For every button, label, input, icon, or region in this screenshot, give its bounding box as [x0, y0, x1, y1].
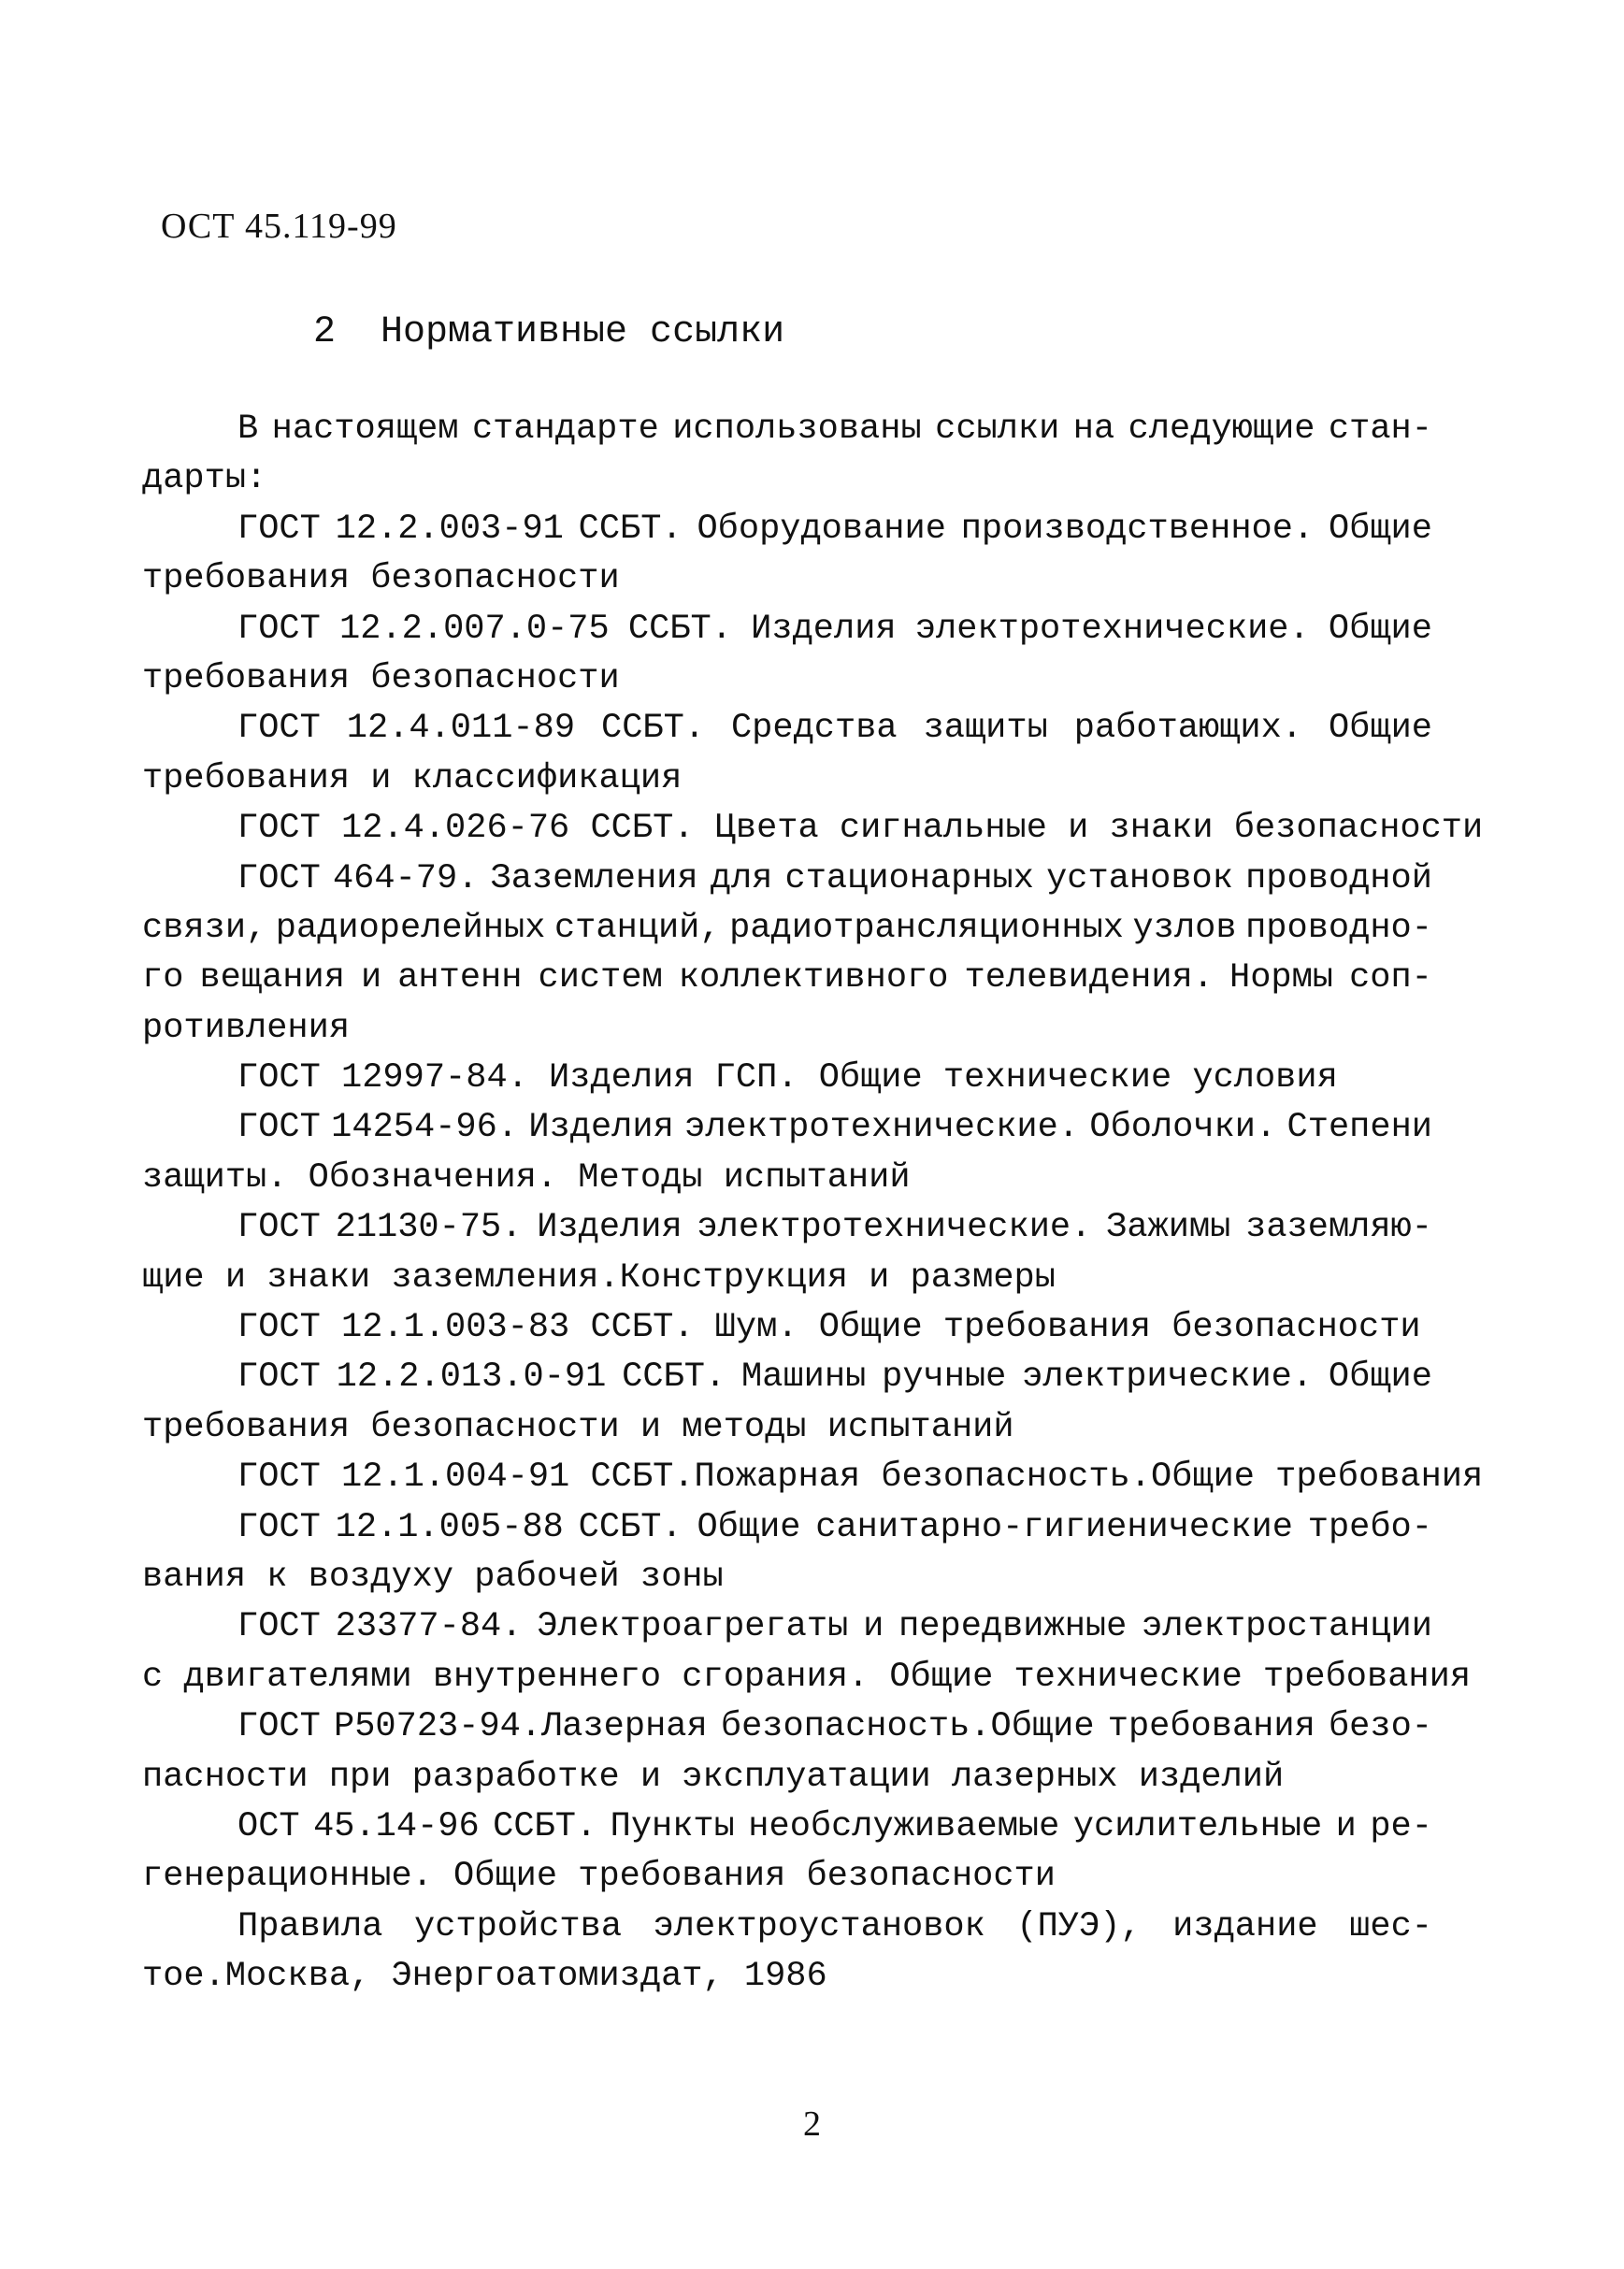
paragraph: [142, 854, 1432, 1055]
text-line: ГОСТ 12.2.007.0-75 ССБТ. Изделия электротехнические. Общие: [237, 609, 1432, 649]
text-line: В настоящем стандарте использованы ссылки на следующие стан-: [237, 409, 1432, 449]
text-line: ГОСТ 12.1.004-91 ССБТ.Пожарная безопасность.Общие требования: [237, 1458, 1484, 1498]
text-line: дарты:: [142, 459, 267, 499]
text-line: го вещания и антенн систем коллективного телевидения. Нормы соп-: [142, 958, 1432, 998]
paragraph: [142, 1602, 1472, 1702]
page-number: 2: [803, 2104, 821, 2144]
paragraph: [142, 804, 1484, 854]
text-line: вания к воздуху рабочей зоны: [142, 1557, 724, 1597]
text-line: ротивления: [142, 1008, 351, 1048]
paragraph: [142, 1903, 1432, 2003]
text-line: ГОСТ 12.4.011-89 ССБТ. Средства защиты работающих. Общие: [237, 709, 1432, 749]
paragraph: [142, 1054, 1432, 1103]
paragraph: [142, 605, 1432, 705]
text-line: ГОСТ 12.4.026-76 ССБТ. Цвета сигнальные и знаки безопасности: [237, 809, 1484, 849]
paragraph: [142, 1802, 1432, 1903]
text-line: ГОСТ 14254-96. Изделия электротехнические. Оболочки. Степени: [237, 1108, 1432, 1148]
paragraph: [142, 704, 1432, 804]
text-line: ГОСТ Р50723-94.Лазерная безопасность.Общие требования безо-: [237, 1707, 1432, 1747]
text-line: ГОСТ 12997-84. Изделия ГСП. Общие технические условия: [237, 1058, 1338, 1099]
text-line: требования безопасности и методы испытаний: [142, 1407, 1014, 1447]
paragraph: [142, 1303, 1432, 1353]
paragraph: [142, 1453, 1484, 1502]
text-line: ГОСТ 464-79. Заземления для стационарных установок проводной: [237, 858, 1432, 898]
text-line: требования безопасности: [142, 559, 620, 599]
text-line: генерационные. Общие требования безопасности: [142, 1857, 1056, 1897]
paragraph: [142, 505, 1432, 605]
text-line: ОСТ 45.14-96 ССБТ. Пункты необслуживаемые усилительные и ре-: [237, 1806, 1432, 1846]
text-line: требования безопасности: [142, 658, 620, 698]
text-line: ГОСТ 12.1.003-83 ССБТ. Шум. Общие требования безопасности: [237, 1308, 1421, 1348]
text-line: ГОСТ 21130-75. Изделия электротехнические. Зажимы заземляю-: [237, 1208, 1432, 1248]
paragraph: [142, 1353, 1432, 1453]
paragraph: [142, 1103, 1432, 1203]
text-line: ГОСТ 12.2.013.0-91 ССБТ. Машины ручные электрические. Общие: [237, 1357, 1432, 1398]
paragraph: [142, 405, 1432, 505]
references-list: [142, 405, 1484, 2003]
paragraph: [142, 1503, 1432, 1603]
text-line: связи, радиорелейных станций, радиотрансляционных узлов проводно-: [142, 908, 1432, 948]
text-line: с двигателями внутреннего сгорания. Общие технические требования: [142, 1657, 1472, 1697]
text-line: щие и знаки заземления.Конструкция и размеры: [142, 1257, 1056, 1298]
text-line: ГОСТ 12.2.003-91 ССБТ. Оборудование производственное. Общие: [237, 509, 1432, 549]
paragraph: [142, 1702, 1432, 1802]
text-line: ГОСТ 12.1.005-88 ССБТ. Общие санитарно-гигиенические требо-: [237, 1507, 1432, 1547]
text-line: защиты. Обозначения. Методы испытаний: [142, 1157, 911, 1198]
text-line: тое.Москва, Энергоатомиздат, 1986: [142, 1957, 827, 1997]
document-header: ОСТ 45.119-99: [161, 207, 397, 246]
text-line: ГОСТ 23377-84. Электроагрегаты и передвижные электростанции: [237, 1607, 1432, 1647]
text-line: требования и классификация: [142, 758, 683, 798]
section-title: 2 Нормативные ссылки: [313, 311, 785, 353]
text-line: Правила устройства электроустановок (ПУЭ), издание шес-: [237, 1906, 1432, 1946]
paragraph: [142, 1203, 1432, 1303]
text-line: пасности при разработке и эксплуатации лазерных изделий: [142, 1757, 1285, 1797]
